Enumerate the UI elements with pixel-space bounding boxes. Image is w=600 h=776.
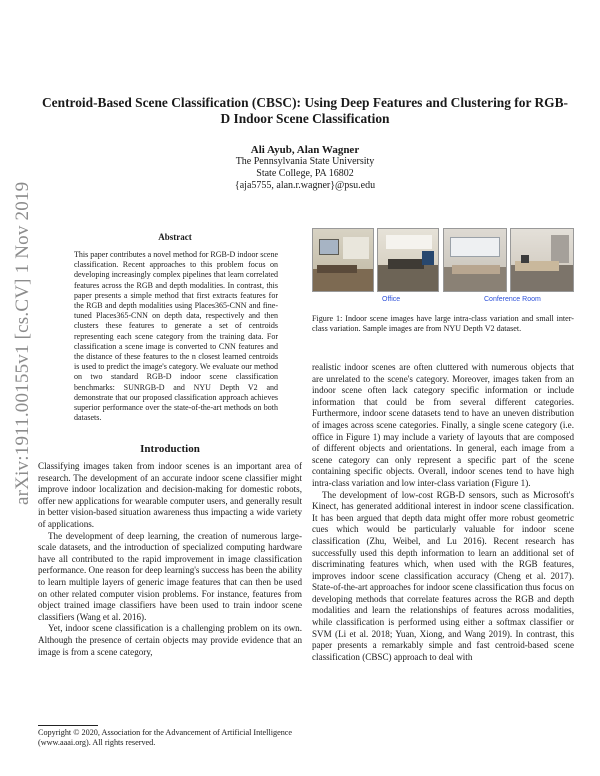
office-photo-1 [312, 228, 374, 292]
paragraph: The development of deep learning, the creation of numerous large-scale datasets, and the introduction of specialized computing hardware have all contributed to the rapid improvement in image classification performance. One reason for deep learning's success has been the ability to learn multiple layers of generic image features that can then be used on other related computer vision problems. For instance, features from object trained image classifiers have been used to train indoor scene classifiers (Wang et al. 2016). [38, 530, 302, 622]
conference-photo-1 [443, 228, 507, 292]
figure-1 [312, 228, 574, 306]
introduction-heading: Introduction [140, 443, 200, 455]
conference-photo-2 [510, 228, 574, 292]
paragraph: realistic indoor scenes are often cluttered with numerous objects that are unrelated to the scene's category. Moreover, images taken from an indoor scene often lack category specific information or include information that could be from several different categories. Furthermore, indoor scene datasets tend to have an uneven distribution of images across scene categories. Finally, a single scene category (i.e. office in Figure 1) may include a variety of layouts that are composed of different objects and orientations. In general, each image from a scene category can only represent a specific part of the scene containing specific objects. Overall, indoor scenes tend to have high intra-class variation and low inter-class variation (Figure 1). [312, 362, 574, 488]
paper-title: Centroid-Based Scene Classification (CBSC): Using Deep Features and Clustering for RGB-D Indoor Scene Classification [42, 95, 568, 126]
figure-label-office: Office [382, 296, 401, 303]
author-location: State College, PA 16802 [256, 168, 354, 179]
author-block [40, 144, 570, 192]
abstract-heading: Abstract [158, 232, 192, 242]
footnote-divider [38, 725, 98, 726]
copyright-notice: Copyright © 2020, Association for the Advancement of Artificial Intelligence (www.aaai.org). All rights reserved. [38, 728, 293, 747]
author-email: {aja5755, alan.r.wagner}@psu.edu [234, 180, 376, 191]
arxiv-identifier: arXiv:1911.00155v1 [cs.CV] 1 Nov 2019 [12, 181, 33, 505]
introduction-body [38, 461, 302, 658]
author-names: Ali Ayub, Alan Wagner [250, 144, 360, 156]
abstract-text: This paper contributes a novel method for RGB-D indoor scene classification. Recent approaches to this problem focus on developing increasingly complex pipelines that learn correlated features across the RGB and depth modalities. In contrast, this paper presents a simple method that first extracts features for the RGB and depth modalities using Places365-CNN and fine-tuned Places365-CNN on depth data, respectively and then clusters these features to generate a set of centroids representing each scene category from the training data. For classification a scene image is converted to CNN features and the distance of these features to the n closest learned centroids is used to predict the image's category. We evaluate our method on two standard RGB-D indoor scene classification benchmarks: SUNRGB-D and NYU Depth V2 and demonstrate that our proposed classification approach achieves superior performance over the state-of-the-art methods on both datasets. [74, 250, 278, 423]
right-column-body [312, 362, 574, 663]
figure-caption: Figure 1: Indoor scene images have large intra-class variation and small inter-class variation. Sample images are from NYU Depth V2 dataset. [312, 314, 574, 334]
paragraph: The development of low-cost RGB-D sensors, such as Microsoft's Kinect, has generated additional interest in indoor scene classification. It has been argued that depth data might offer more robust geometric cues which would be particularly valuable for indoor scene classification (Zhu, Weibel, and Lu 2016). Recent research has successfully used this depth information to learn an additional set of discriminating features which, when used with the RGB features, improves indoor scene classification accuracy (Cheng et al. 2017). State-of-the-art approaches for indoor scene classification thus focus on developing methods that correlate features across the RGB and depth modalities and learn the relationships of features across modalities, while classification is performed using either a softmax classifier or SVM (Li et al. 2018; Yuan, Xiong, and Wang 2019). In contrast, this paper presents a remarkably simple and fast centroid-based scene classification (CBSC) approach to deal with [312, 489, 574, 662]
author-affiliation: The Pennsylvania State University [235, 156, 375, 167]
figure-label-conference-room: Conference Room [484, 296, 541, 303]
paragraph: Classifying images taken from indoor scenes is an important area of research. The development of an accurate indoor scene classifier might improve indoor localization and decision-making for domestic robots, offer new applications for wearable computer users, and generally result in better vision-based situation awareness thus impacting a wide variety of applications. [38, 461, 302, 529]
paragraph: Yet, indoor scene classification is a challenging problem on its own. Although the presence of certain objects may provide evidence that an image is from a scene category, [38, 623, 302, 657]
office-photo-2 [377, 228, 439, 292]
